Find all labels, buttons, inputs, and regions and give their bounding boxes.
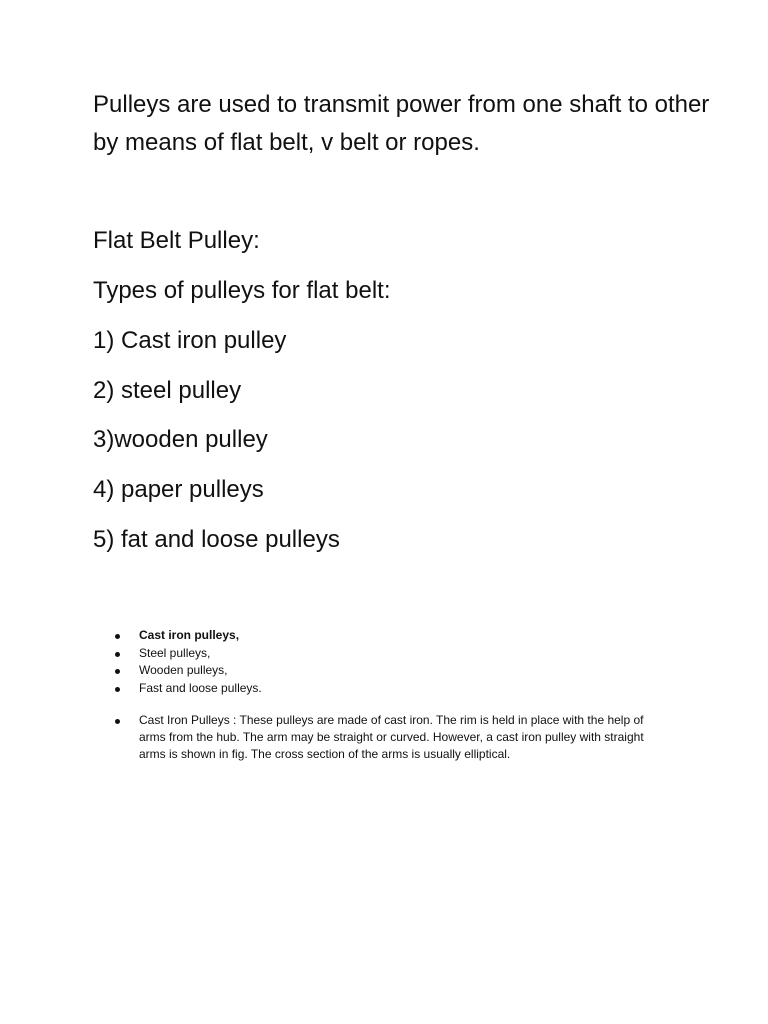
list-item xyxy=(113,627,262,645)
list-item-text: Steel pulleys, xyxy=(139,645,211,660)
pulley-type-item: 1) Cast iron pulley xyxy=(93,327,287,354)
bullet-list xyxy=(113,627,262,697)
section-subheading: Types of pulleys for flat belt: xyxy=(93,277,391,304)
section-heading: Flat Belt Pulley: xyxy=(93,227,260,254)
description-item xyxy=(113,712,673,763)
list-item xyxy=(113,680,262,698)
list-item-text: Fast and loose pulleys. xyxy=(139,680,262,695)
list-item xyxy=(113,645,262,663)
pulley-type-item: 3)wooden pulley xyxy=(93,426,268,453)
description-list xyxy=(113,712,673,763)
bullet-icon xyxy=(115,687,120,692)
intro-paragraph: Pulleys are used to transmit power from one shaft to other by means of flat belt, v belt or ropes. xyxy=(93,91,710,156)
bullet-icon xyxy=(115,669,120,674)
bullet-icon xyxy=(115,652,120,657)
list-item-text: Cast iron pulleys, xyxy=(139,628,240,642)
bullet-icon xyxy=(115,719,120,724)
description-text: Cast Iron Pulleys : These pulleys are made of cast iron. The rim is held in place with the help of arms from the hub. The arm may be straight or curved. However, a cast iron pulley with straight arms is shown in fig. The cross section of the arms is usually elliptical. xyxy=(139,713,644,761)
list-item xyxy=(113,662,262,680)
list-item-text: Wooden pulleys, xyxy=(139,663,228,677)
pulley-type-item: 2) steel pulley xyxy=(93,377,242,404)
pulley-type-item: 4) paper pulleys xyxy=(93,476,264,503)
bullet-icon xyxy=(115,634,120,639)
pulley-type-item: 5) fat and loose pulleys xyxy=(93,526,340,553)
